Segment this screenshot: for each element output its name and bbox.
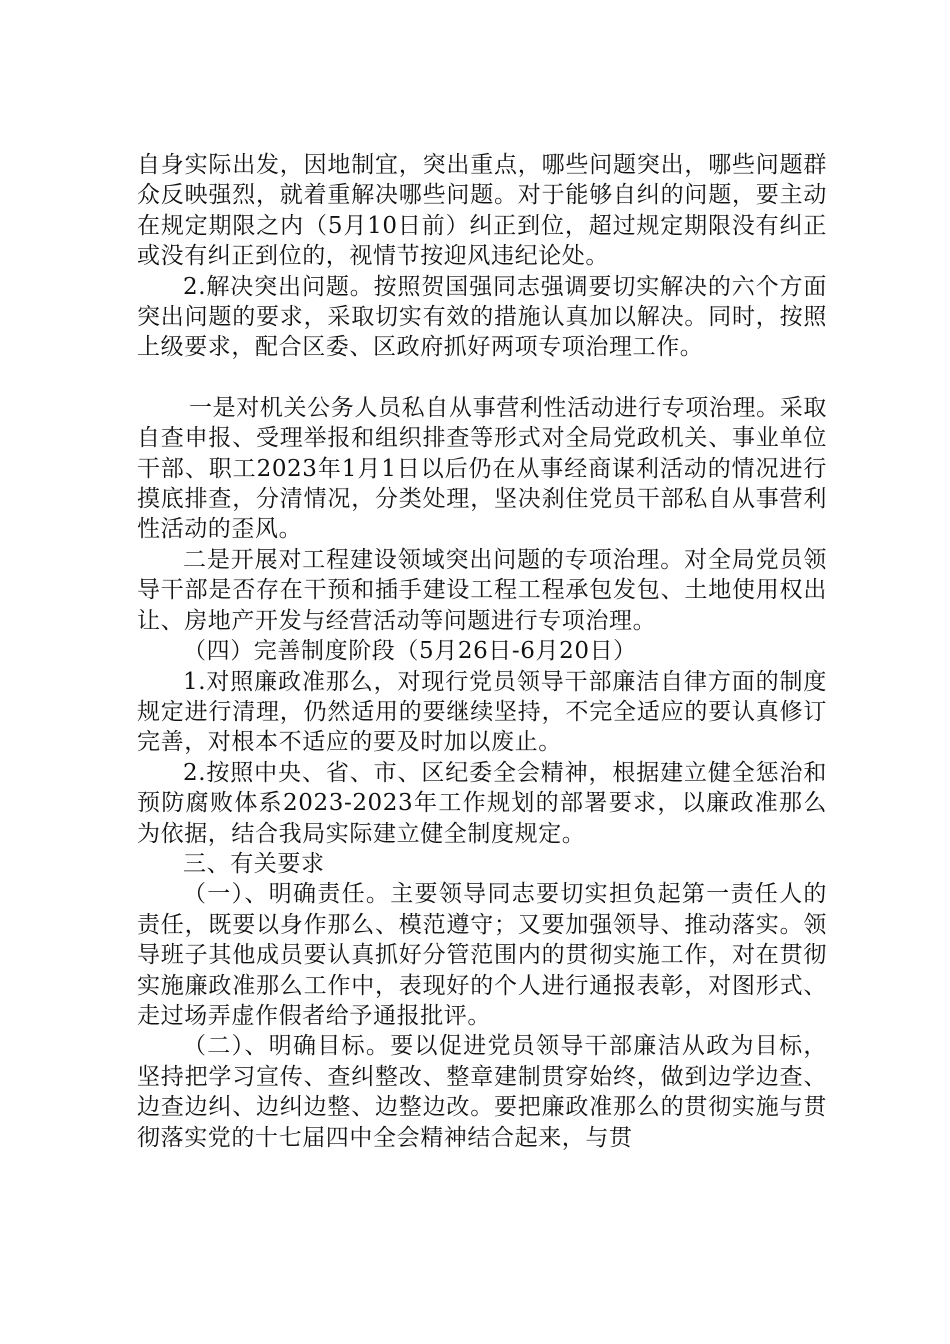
- paragraph-establish-system: 2.按照中央、省、市、区纪委全会精神，根据建立健全惩治和预防腐败体系2023-2023年工作规划的部署要求，以廉政准那么为依据，结合我局实际建立健全制度规定。: [137, 759, 827, 847]
- section-heading-improve-system: （四）完善制度阶段（5月26日-6月20日）: [183, 638, 637, 665]
- paragraph-clarify-responsibility: （一）、明确责任。主要领导同志要切实担负起第一责任人的责任，既要以身作那么、模范遵守；又要加强领导、推动落实。领导班子其他成员要认真抓好分管范围内的贯彻实施工作，对在贯彻实施廉政准那么工作中，表现好的个人进行通报表彰，对图形式、走过场弄虚作假者给予通报批评。: [137, 881, 827, 1029]
- paragraph-continuation: 自身实际出发，因地制宜，突出重点，哪些问题突出，哪些问题群众反映强烈，就着重解决哪些问题。对于能够自纠的问题，要主动在规定期限之内（5月10日前）纠正到位，超过规定期限没有纠正或没有纠正到位的，视情节按迎风违纪论处。: [137, 152, 827, 270]
- section-heading-requirements: 三、有关要求: [183, 850, 325, 877]
- paragraph-first-special-governance: 一是对机关公务人员私自从事营利性活动进行专项治理。采取自查申报、受理举报和组织排查等形式对全局党政机关、事业单位干部、职工2023年1月1日以后仍在从事经商谋利活动的情况进行摸底排查，分清情况，分类处理，坚决刹住党员干部私自从事营利性活动的歪风。: [137, 394, 827, 543]
- paragraph-review-rules: 1.对照廉政准那么，对现行党员领导干部廉洁自律方面的制度规定进行清理，仍然适用的要继续坚持，不完全适应的要认真修订完善，对根本不适应的要及时加以废止。: [137, 668, 827, 756]
- paragraph-resolve-problems: 2.解决突出问题。按照贺国强同志强调要切实解决的六个方面突出问题的要求，采取切实有效的措施认真加以解决。同时，按照上级要求，配合区委、区政府抓好两项专项治理工作。: [137, 273, 827, 361]
- paragraph-second-special-governance: 二是开展对工程建设领域突出问题的专项治理。对全局党员领导干部是否存在干预和插手建设工程工程承包发包、土地使用权出让、房地产开发与经营活动等问题进行专项治理。: [137, 546, 827, 634]
- paragraph-clarify-goals: （二）、明确目标。要以促进党员领导干部廉洁从政为目标，坚持把学习宣传、查纠整改、整章建制贯穿始终，做到边学边查、边查边纠、边纠边整、边整边改。要把廉政准那么的贯彻实施与贯彻落实党的十七届四中全会精神结合起来，与贯: [137, 1033, 827, 1151]
- document-body: [137, 150, 827, 1153]
